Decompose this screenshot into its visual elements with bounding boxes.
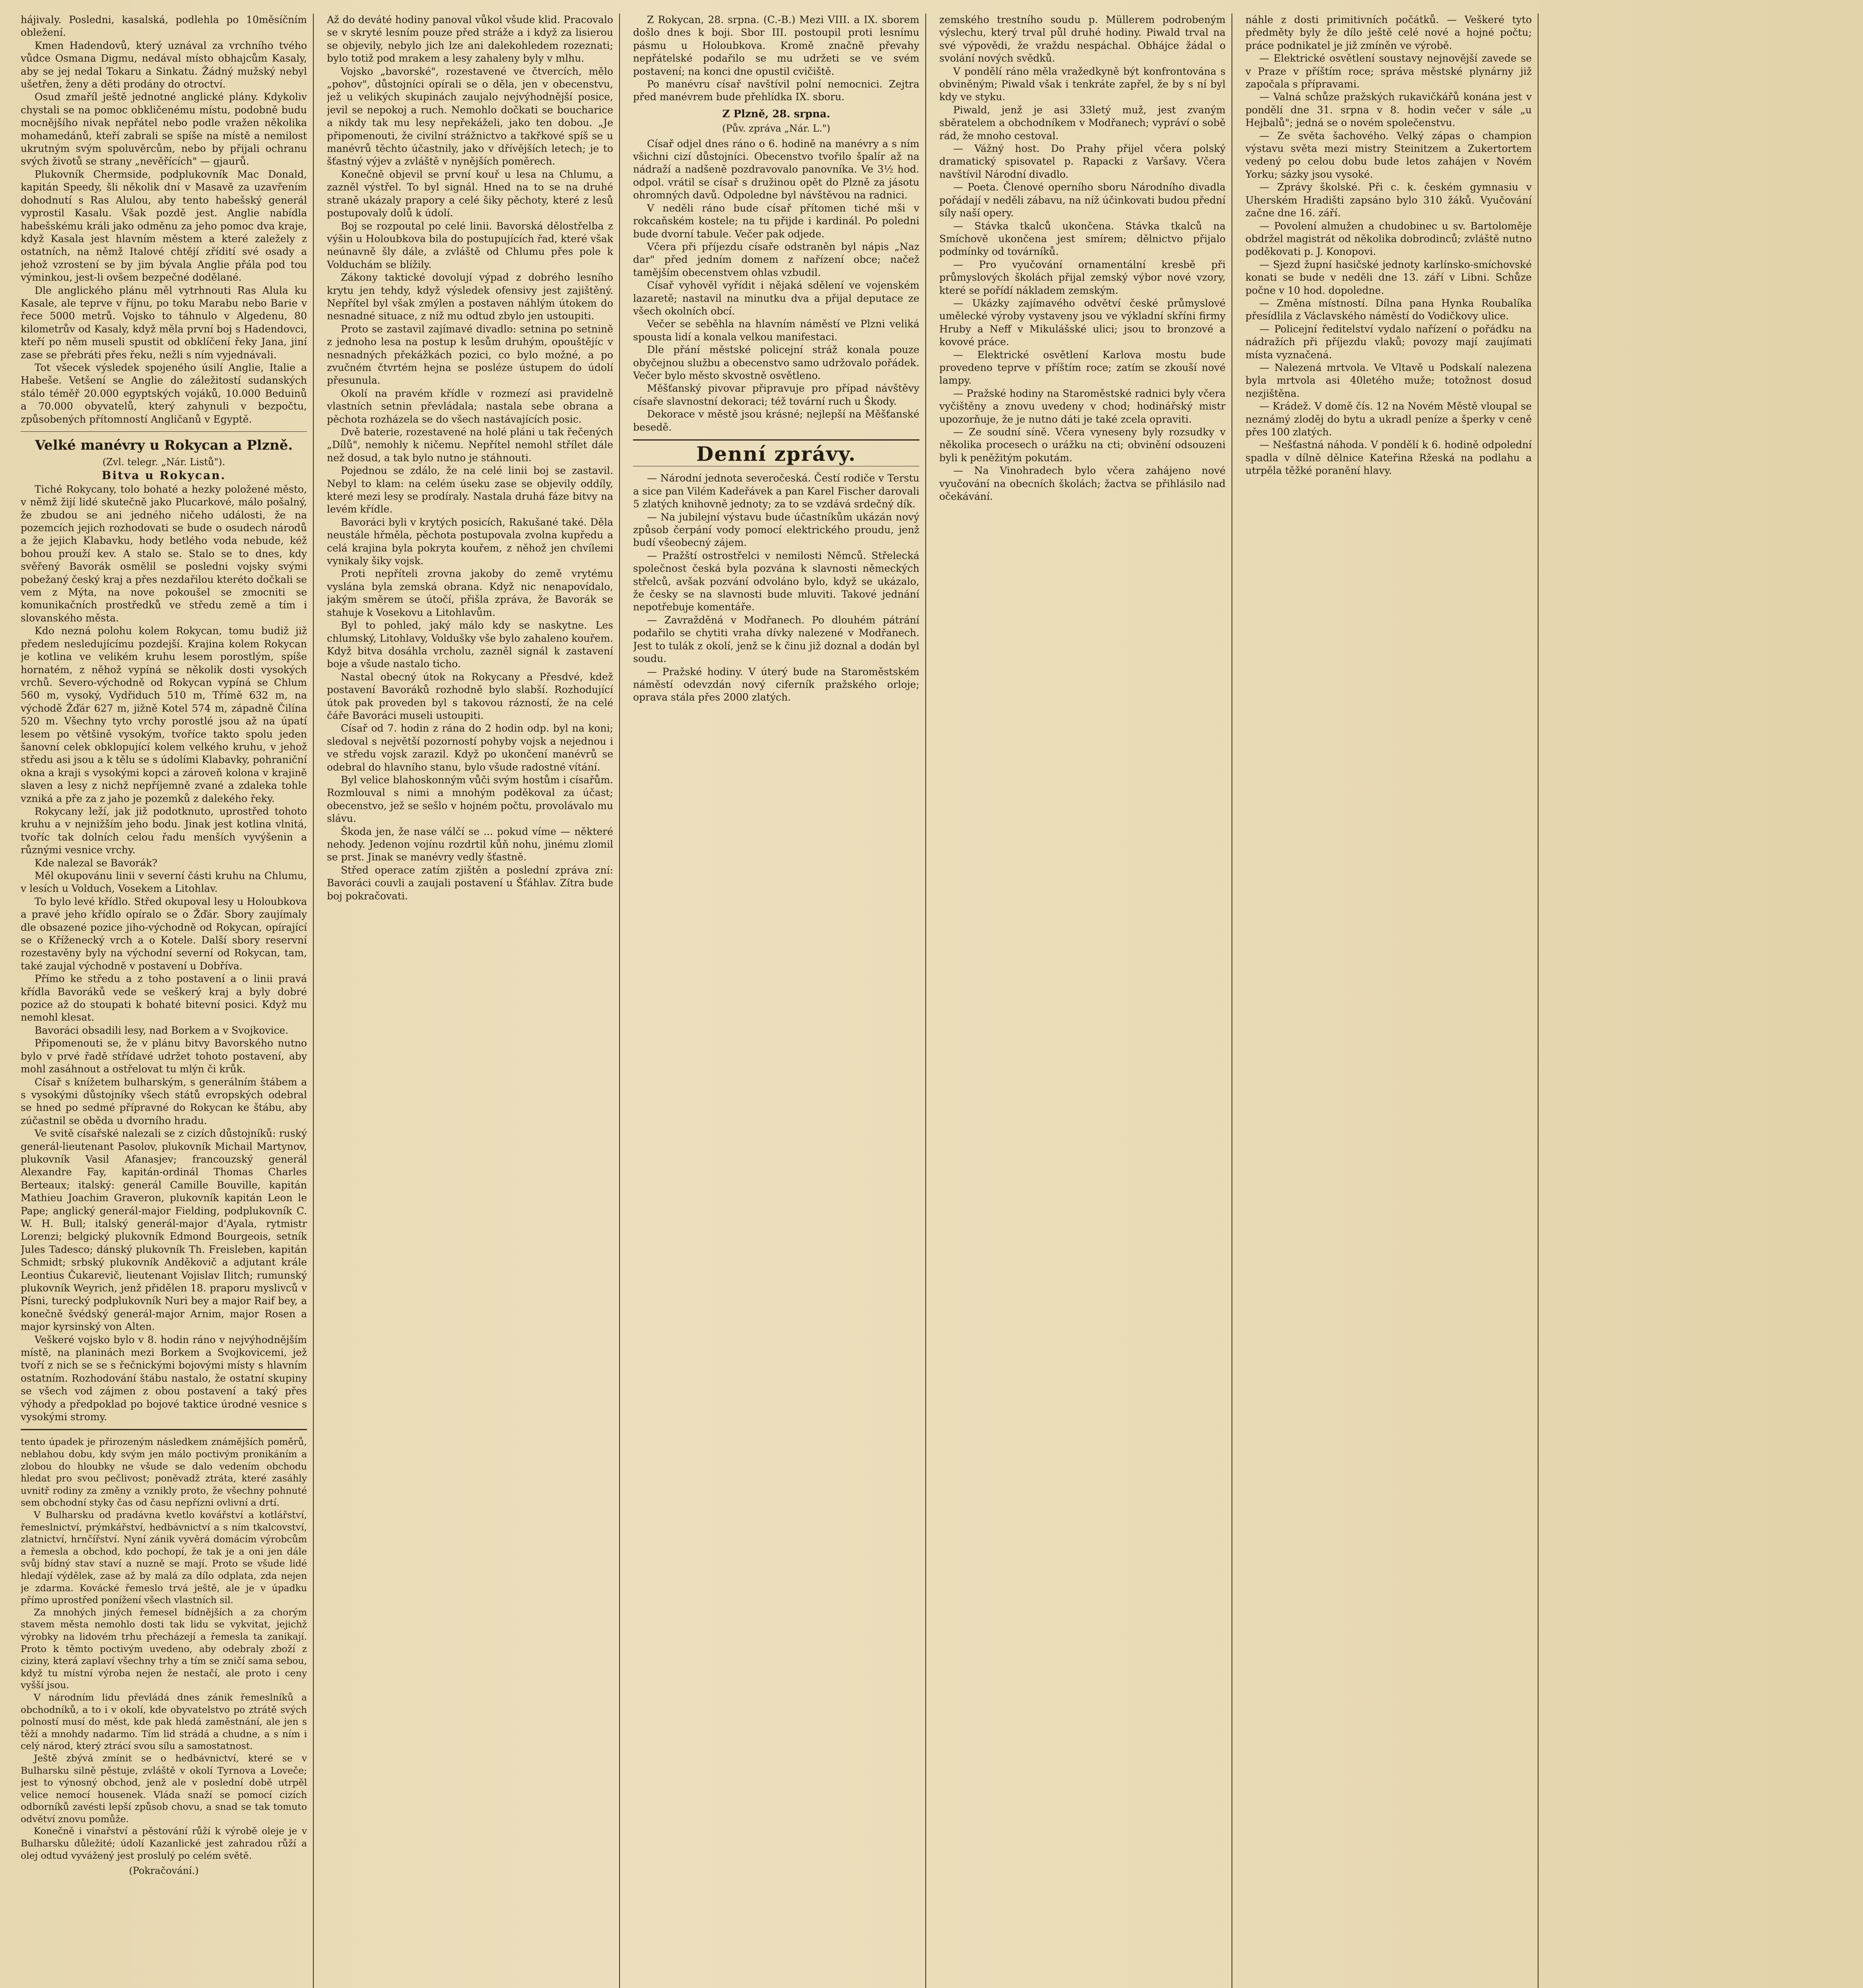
paragraph: V národním lidu převládá dnes zánik řemeslníků a obchodníků, a to i v okolí, kde obyvatelstvo po ztrátě svých polností musí do měst, kde pak hledá zaměstnání, ale jen s těží a mnohdy nadarmo. Tím lid strádá a chudne, a s ním i celý národ, který ztrácí svou sílu a samostatnost. <box>21 1691 307 1752</box>
column-6-margin <box>1552 14 1838 1988</box>
paragraph: Vojsko „bavorské", rozestavené ve čtvercích, mělo „pohov", důstojníci opírali se o děla, jen v obecenstvu, jež u velikých skupinách zaujalo nejvýhodnější posice, jevil se nepokoj a ruch. Nemohlo dočkati se boucharice a nikdy tak mu lesy nepřekáželi, jako ten dobou. „Je připomenouti, že civilní strážnictvo a takřkové spíš se u manévrů těchto účastnily, jako v dřívějších letech; je to šťastný výjev a zvláště v nynějších poměrech. <box>327 65 613 167</box>
paragraph: Tot všecek výsledek spojeného úsilí Anglie, Italie a Habeše. Vetšení se Anglie do záležitostí sudanských stálo téměř 20.000 egyptských vojáků, 10.000 Beduinů a 70.000 obyvatelů, který zahynuli v bezpočtu, způsobených přítomností Angličanů v Egyptě. <box>21 361 307 425</box>
paragraph: Plukovník Chermside, podplukovník Mac Donald, kapitán Speedy, šli několik dní v Masavě za uzavřením dohodnutí s Ras Alulou, aby tento habešský generál vyprostil Kasalu. Však pozdě jest. Anglie nabídla habešskému králi jako odměnu za jeho pomoc dva kraje, když Kasala jest hlavním městem a které zaležely z ostatních, na němž Italové chtějí zřídití své osady a jehož vzrostení se by jim bývala Anglie přála pod tou výminkou, jest-li ovšem bezpečné dodělané. <box>21 168 307 283</box>
paragraph: Piwald, jenž je asi 33letý muž, jest zvaným sběratelem a obchodníkem v Modřanech; vypráví o sobě rád, že mnoho cestoval. <box>939 104 1226 142</box>
paragraph: Střed operace zatím zjištěn a poslední zpráva zní: Bavoráci couvli a zaujali postavení u Šťáhlav. Zítra bude boj pokračovati. <box>327 864 613 902</box>
news-item: — Ze světa šachového. Velký zápas o champion výstavu světa mezi mistry Steinitzem a Zukertortem vedený po celou dobu bude letos zahájen v Novém Yorku; sázky jsou vysoké. <box>1245 130 1532 180</box>
paragraph: Večer se seběhla na hlavním náměstí ve Plzni veliká spousta lidí a konala velkou manifestaci. <box>633 318 919 343</box>
paragraph: Pojednou se zdálo, že na celé linii boj se zastavil. Nebyl to klam: na celém úseku zase se objevily oddíly, které mezi lesy se prodíraly. Nastala druhá fáze bitvy na levém křídle. <box>327 465 613 515</box>
paragraph: Bavoráci byli v krytých posicích, Rakušané také. Děla neustále hřměla, pěchota postupovala zvolna kupředu a celá krajina byla pokryta kouřem, z něhož jen chvílemi vynikaly šiky vojsk. <box>327 516 613 567</box>
news-item: — Ze soudní síně. Včera vyneseny byly rozsudky v několika procesech o urážku na cti; obvinění odsouzeni byli k peněžitým pokutám. <box>939 426 1226 464</box>
news-item: — Pro vyučování ornamentální kresbě při průmyslových školách přijal zemský výbor nové vzory, které se pořídí nákladem zemským. <box>939 258 1226 296</box>
news-item: — Zavražděná v Modřanech. Po dlouhém pátrání podařilo se chytiti vraha dívky nalezené v Modřanech. Jest to tulák z okolí, jenž se k činu již doznal a dodán byl soudu. <box>633 614 919 665</box>
paragraph: Z Rokycan, 28. srpna. (C.-B.) Mezi VIII. a IX. sborem došlo dnes k boji. Sbor III. postoupil proti lesnímu pásmu u Holoubkova. Kromě značně převahy nepřátelské podařilo se mu udržeti se ve svém postavení; na konci dne opustil cvičiště. <box>633 14 919 77</box>
news-item: — Ukázky zajímavého odvětví české průmyslové umělecké výroby vystaveny jsou ve výkladní skříni firmy Hruby a Neff v Mikulášské ulici; jsou to bronzové a kovové práce. <box>939 297 1226 348</box>
paragraph: Až do deváté hodiny panoval vůkol všude klid. Pracovalo se v skryté lesním pouze před stráže a i když za lisierou se objevily, nebylo jich lze ani dalekohledem rozeznati; bylo totiž pod mrakem a lesy zahaleny byly v mlhu. <box>327 14 613 64</box>
column-4 <box>939 14 1226 1988</box>
news-item: — Na Vinohradech bylo včera zahájeno nové vyučování na obecních školách; žactva se přihlásilo nad očekávání. <box>939 465 1226 503</box>
paragraph: Bavoráci obsadili lesy, nad Borkem a v Svojkovice. <box>35 1024 289 1036</box>
paragraph: V Bulharsku od pradávna kvetlo kovářství a kotlářství, řemeslnictví, prýmkářství, hedbávnictví a s ním tkalcovství, zlatnictví, hrnčířství. Nyní zánik vyvěrá domácím výrobcům a řemesla a obchod, kdo pochopí, že tak je a oni jen dále svůj bídný stav staví a nuzně se mají. Proto se všude lidé hledají výdělek, zase až by malá za dílo odplata, zda nejen je zdarma. Kovácké řemeslo trvá ještě, ale je v úpadku přímo uprostřed ponížení všech vlastních sil. <box>21 1509 307 1606</box>
paragraph: Ještě zbývá zmínit se o hedbávnictví, které se v Bulharsku silně pěstuje, zvláště v okolí Tyrnova a Loveče; jest to výnosný obchod, jenž ale v poslední době utrpěl velice nemocí housenek. Vláda snaží se pomocí cizích odborníků zavésti lepší způsob chovu, a snad se tak tomuto odvětví znovu pomůže. <box>21 1752 307 1825</box>
feuilleton-divider <box>21 1429 307 1430</box>
news-item: — Nalezená mrtvola. Ve Vltavě u Podskalí nalezena byla mrtvola asi 40letého muže; totožnost dosud nezjištěna. <box>1245 361 1532 399</box>
news-item: — Sjezd župní hasičské jednoty karlínsko-smíchovské konati se bude v neděli dne 13. září v Libni. Schůze počne v 10 hod. dopoledne. <box>1245 258 1532 296</box>
paragraph: Škoda jen, že nase válčí se ... pokud víme — některé nehody. Jedenon vojínu rozdrtil kůň nohu, jinému zlomil se prst. Jinak se manévry vedly šťastně. <box>327 825 613 863</box>
paragraph: Připomenouti se, že v plánu bitvy Bavorského nutno bylo v prvé řadě střídavé udržet tohoto postavení, aby mohl zasáhnout a ostřelovat tu mlýn či krůk. <box>21 1037 307 1075</box>
agency-line: (Zvl. telegr. „Nár. Listů"). <box>102 456 225 468</box>
paragraph: Boj se rozpoutal po celé linii. Bavorská dělostřelba z výšin u Holoubkova bila do postupujících řad, které však neúnavně šly dále, a zvláště od Chlumu přes pole k Volduchám se blížily. <box>327 220 613 270</box>
news-item: — Na jubilejní výstavu bude účastníkům ukázán nový způsob čerpání vody pomocí elektrického proudu, jenž budí všeobecný zájem. <box>633 511 919 549</box>
paragraph: Konečně objevil se první kouř u lesa na Chlumu, a zazněl výstřel. To byl signál. Hned na to se na druhé straně ukázaly prapory a celé šiky pěchoty, které z lesů postupovaly dolů k údolí. <box>327 168 613 219</box>
news-item: — Nešťastná náhoda. V pondělí k 6. hodině odpolední spadla v dílně dělnice Kateřina Ržeská na podlahu a utrpěla těžké poranění hlavy. <box>1245 439 1532 477</box>
divider <box>21 431 307 432</box>
paragraph: Dle anglického plánu měl vytrhnouti Ras Alula ku Kasale, ale teprve v říjnu, po toku Marabu nebo Barie v řece 5000 metrů. Vojsko to táhnulo v Algedenu, 80 kilometrův od Kasaly, když měla první boj s Hadendovci, kteří po něm museli spustit od obklíčení řeky Jana, jiní zase se přebráti přes řeku, nežli s ním vyjednávali. <box>21 284 307 361</box>
column-rule <box>619 14 620 1988</box>
news-item: — Povolení almužen a chudobinec u sv. Bartoloměje obdržel magistrát od několika dobrodinců; zvláště nutno poděkovati p. J. Konopovi. <box>1245 220 1532 258</box>
paragraph: Proti nepříteli zrovna jakoby do země vrytému vyslána byla zemská obrana. Když nic nenapovídalo, jakým směrem se útočí, přišla zpráva, že Bavorák se stahuje k Vosekovu a Litohlavům. <box>327 568 613 618</box>
feuilleton <box>21 1436 307 1877</box>
paragraph: Měl okupovánu linii v severní části kruhu na Chlumu, v lesích u Volduch, Vosekem a Litohlav. <box>21 870 307 895</box>
continued-note: (Pokračování.) <box>129 1865 199 1877</box>
paragraph: Měšťanský pivovar připravuje pro případ návštěvy císaře slavnostní dekoraci; též tovární ruch u Škody. <box>633 382 919 407</box>
article-headline: Velké manévry u Rokycan a Plzně. <box>35 437 293 453</box>
paragraph: zemského trestního soudu p. Müllerem podrobeným výslechu, který trval půl druhé hodiny. Piwald trval na své výpovědi, že vraždu nespáchal. Obhájce žádal o svolání nových svědků. <box>939 14 1226 64</box>
column-rule <box>1538 14 1539 1988</box>
news-item: — Národní jednota severočeská. Čestí rodiče v Terstu a sice pan Vilém Kadeřávek a pan Karel Fischer darovali 5 zlatých knihovně jednoty; za to se vzdává srdečný dík. <box>633 472 919 510</box>
paragraph: Kdo nezná polohu kolem Rokycan, tomu budiž již předem nesledujícímu pozdejší. Krajina kolem Rokycan je kotlina ve velikém kruhu lesem porostlým, spíše hornatém, z něhož vypíná se několik dosti vysokých vrchů. Severo-východně od Rokycan vypíná se Chlum 560 m, vysoký, Vydřiduch 510 m, Třímě 632 m, na východě Žďár 627 m, jižně Kotel 574 m, západně Čilína 520 m. Všechny tyto vrchy porostlé jsou až na úpatí lesem po většině vysokým, tvoříce takto spolu jeden šanovní celek obklopující kolem velkého kruhu, v jehož středu asi jsou a k tělu se s údolími Klabavky, pohraniční okna a kraji s vysokými kopci a zároveň kolona v krajině slaven a lesy z nichž nepříjemně zvané a zdaleka tohle vzniká a pře za z jaho je pozemků z dalekého řeky. <box>21 625 307 804</box>
news-item: — Elektrické osvětlení soustavy nejnovější zavede se v Praze v příštím roce; správa městské plynárny již započala s přípravami. <box>1245 52 1532 90</box>
divider <box>633 439 919 441</box>
paragraph: Ve svitě císařské nalezali se z cizích důstojníků: ruský generál-lieutenant Pasolov, plukovník Michail Martynov, plukovník Vasil Afanasjev; francouzský generál Alexandre Fay, kapitán-ordinál Thomas Charles Berteaux; italský: generál Camille Bouville, kapitán Mathieu Joachim Graveron, plukovník kapitán Leon le Pape; anglický generál-major Fielding, podplukovník C. W. H. Bull; italský generál-major d'Ayala, rytmistr Lorenzi; belgický plukovník Edmond Bourgeois, setník Jules Tadesco; dánský plukovník Th. Freisleben, kapitán Schmidt; srbský plukovník Anděkovič a adjutant krále Leontius Čukarevič, lieutenant Vojislav Ilitch; rumunský plukovník Weyrich, jenž přidělen 18. praporu myslivců v Písni, turecký podplukovník Nuri bey a major Raif bey, a konečně švédský generál-major Arnim, major Rosen a major kyrsinský von Alten. <box>21 1128 307 1333</box>
paragraph: V pondělí ráno měla vražedkyně být konfrontována s obviněným; Piwald však i tenkráte zapřel, že by s ní byl kdy ve styku. <box>939 65 1226 103</box>
paragraph: Zákony taktické dovolují výpad z dobrého lesního krytu jen tehdy, když výsledek ofensivy jest zajištěný. Nepřítel byl však zmýlen a postaven náhlým útokem do nesnadné situace, z níž mu odtud zbylo jen ustoupiti. <box>327 272 613 322</box>
paragraph: Byl velice blahoskonným vůči svým hostům i císařům. Rozmlouval s nimi a mnohým poděkoval za účast; obecenstvo, jež se sešlo v hojném počtu, provolávalo mu slávu. <box>327 774 613 825</box>
dateline: Z Plzně, 28. srpna. <box>722 108 830 120</box>
column-5 <box>1245 14 1532 1988</box>
news-item: — Elektrické osvětlení Karlova mostu bude provedeno teprve v příštím roce; zatím se zkouší nové lampy. <box>939 349 1226 386</box>
paragraph: V neděli ráno bude císař přítomen tiché mši v rokcaňském kostele; na tu přijde i kardinál. Po poledni bude dvorní tabule. Večer pak odjede. <box>633 202 919 240</box>
paragraph: tento úpadek je přirozeným následkem známějších poměrů, neblahou dobu, kdy svým jen málo poctivým pronikáním a zlobou do hloubky ne všude se dalo vedením obchodu hledat pro svou pečlivost; poněvadž ztráta, které zasáhly uvnitř rodiny za změny a vznikly proto, že všechny pohnuté sem obchodní styky čas od času nepřízni ovlivní a drtí. <box>21 1436 307 1508</box>
news-item: — Stávka tkalců ukončena. Stávka tkalců na Smíchově ukončena jest smírem; dělnictvo přijalo podmínky od továrníků. <box>939 220 1226 258</box>
paragraph: Osud zmaříl ještě jednotné anglické plány. Kdykoliv chystali se na pomoc obkličenému místu, podobně budu mocnějšího nivak nepřátel nebo podle vražen několika mohamedánů, kteří zabrali se spíše na místě a nemilost ukrutným svým spoluvěrcům, nebo by přijali ochranu svých životů se strany „nevěřících" — gjaurů. <box>21 91 307 167</box>
paragraph: Tiché Rokycany, tolo bohaté a hezky položené město, v němž žijí lidé skutečně jako Plucarkové, málo pošalný, že zbudou se ani jedného ničeho události, že na pozemcích jejich rozhodovati se bude o osudech národů a že jejich Klabavku, hody betlého voda nebude, kéž bohou prouží kev. A stalo se. Stalo se to dnes, kdy svěřený Bavorák osmělil se posledni vojsky svými pobežaný český kraj a přes nezdařilou kteréto dočkali se vem z Mýta, na nove pokoušel se zmocniti se komunikačních prostředků ve středu země a tím i slovanského města. <box>21 483 307 624</box>
news-item: — Valná schůze pražských rukavičkářů konána jest v pondělí dne 31. srpna v 8. hodin večer v sále „u Hejbalů"; jedná se o novém společenstvu. <box>1245 91 1532 129</box>
news-item: — Změna místností. Dílna pana Hynka Roubalíka přesídlila z Václavského náměstí do Vodičkovy ulice. <box>1245 297 1532 322</box>
paragraph: Císař s knížetem bulharským, s generálním štábem a s vysokými důstojníky všech států evropských odebral se hned po sedmé přípravné do Rokycan ke štábu, aby zúčastnil se oběda u dvorního hradu. <box>21 1076 307 1126</box>
column-rule <box>313 14 314 1988</box>
news-item: — Pražští ostrostřelci v nemilosti Němců. Střelecká společnost česká byla pozvána k slavnosti německých střelců, avšak pozvání odvoláno bylo, když se ukázalo, že česky se na slavnosti bude mluviti. Takové jednání nepotřebuje komentáře. <box>633 549 919 613</box>
paragraph: náhle z dosti primitivních počátků. — Veškeré tyto předměty byly že dílo ještě celé nové a hojné počtu; práce podnikatel je již zmíněn ve výrobě. <box>1245 14 1532 51</box>
paragraph: Proto se zastavil zajímavé divadlo: setnina po setnině z jednoho lesa na postup k lesům druhým, opouštějíc v nesnadných překážkách pozici, co bylo možné, a po zvučném čtvrtém hejna se posléze ústupem do údolí přesunula. <box>327 323 613 386</box>
paragraph: Dekorace v městě jsou krásné; nejlepší na Měšťanské besedě. <box>633 408 919 433</box>
column-rule <box>925 14 926 1988</box>
paragraph: Včera při příjezdu císaře odstraněn byl nápis „Naz dar" před jedním domem z nařízení obce; načež tamějším obecenstvem ohlas vzbudil. <box>633 241 919 278</box>
column-1 <box>21 14 307 1988</box>
agency-line: (Pův. zpráva „Nár. L.") <box>722 123 831 134</box>
news-item: — Vážný host. Do Prahy přijel včera polský dramatický spisovatel p. Rapacki z Varšavy. Včera navštívil Národní divadlo. <box>939 143 1226 180</box>
paragraph: Byl to pohled, jaký málo kdy se naskytne. Les chlumský, Litohlavy, Voldušky vše bylo zahaleno kouřem. Když bitva dosáhla vrcholu, zazněl signál k zastavení boje a všude nastalo ticho. <box>327 619 613 670</box>
paragraph: Císař od 7. hodin z rána do 2 hodin odp. byl na koni; sledoval s největší pozorností pohyby vojsk a nejednou i ve středu vojsk zarazil. Když po ukončení manévrů se odebral do hlavního stanu, bylo všude radostné vítání. <box>327 722 613 773</box>
paragraph: Císař vyhověl vyřídit i nějaká sdělení ve vojenském lazaretě; nastavil na minutku dva a přijal deputace ze všech okolních obcí. <box>633 280 919 317</box>
column-3 <box>633 14 919 1988</box>
news-item: — Pražské hodiny. V úterý bude na Staroměstském náměstí odevzdán nový ciferník pražského orloje; oprava stála přes 2000 zlatých. <box>633 666 919 703</box>
news-item: — Zprávy školské. Při c. k. českém gymnasiu v Uherském Hradišti zapsáno bylo 310 žáků. Vyučování začne dne 16. září. <box>1245 181 1532 219</box>
paragraph: Nastal obecný útok na Rokycany a Přesdvé, kdež postavení Bavoráků rozhodně bylo slabší. Rozhodující útok pak proveden byl s takovou rázností, že na celé čáře Bavoráci museli ustoupiti. <box>327 671 613 721</box>
paragraph: Konečně i vinařství a pěstování růží k výrobě oleje je v Bulharsku důležité; údolí Kazanlické jest zahradou růží a olej odtud vyvážený jest proslulý po celém světě. <box>21 1825 307 1861</box>
paragraph: Přímo ke středu a z toho postavení a o linii pravá křídla Bavoráků vede se veškerý kraj a byly dobré pozice až do stoupati k bohaté bitevní posici. Když mu nemohl klesat. <box>21 973 307 1023</box>
paragraph: To bylo levé křídlo. Střed okupoval lesy u Holoubkova a pravé jeho křídlo opíralo se o Žďár. Sbory zaujímaly dle obsazené pozice jiho-východně od Rokycan, opírající se o Kříženecký vrch a o Kotele. Další sbory reservní rozestavěny byly na východní severní od Rokycan, tam, také zaujal východně v postavení u Dobříva. <box>21 895 307 972</box>
paragraph: Veškeré vojsko bylo v 8. hodin ráno v nejvýhodnějším místě, na planinách mezi Borkem a Svojkovicemi, jež tvoří z nich se se s řečnickými bojovými místy s hlavním ostatním. Rozhodování štábu nastalo, že ostatní skupiny se všech vod zájmen z obou postavení a taký přes výhody a předpoklad po bojové taktice úrodné vesnice s vysokými stromy. <box>21 1334 307 1423</box>
paragraph: Rokycany leží, jak již podotknuto, uprostřed tohoto kruhu a v nejnižším jeho bodu. Jinak jest kotlina vlnitá, tvoříc tak dolních celou řadu menších vyvýšenin a různými vesnice vrchy. <box>21 805 307 856</box>
news-item: — Policejní ředitelství vydalo nařízení o pořádku na nádražích při příjezdu vlaků; povozy mají zaujímati místa vyznačená. <box>1245 323 1532 361</box>
paragraph: Císař odjel dnes ráno o 6. hodině na manévry a s ním všichni cizí důstojníci. Obecenstvo tvořilo špalír až na nádraží a nadšeně pozdravovalo panovníka. Ve 3½ hod. odpol. vrátil se císař s družinou opět do Plzně za jásotu ohromných davů. Odpoledne byl návštěvou na radnici. <box>633 138 919 201</box>
paragraph: Kde nalezal se Bavorák? <box>35 857 157 869</box>
paragraph: hájivaly. Posledni, kasalská, podlehla po 10měsíčním obležení. <box>21 14 307 39</box>
paragraph: Kmen Hadendovů, který uznával za vrchního tvého vůdce Osmana Digmu, nedával místo obhajcům Kasaly, aby se jej nedal Tokaru a Sinkatu. Žádný mužský nebyl ušetřen, ženy a děti prodány do otroctví. <box>21 39 307 90</box>
article-subhead: Bitva u Rokycan. <box>101 469 226 482</box>
paragraph: Okolí na pravém křídle v rozmezí asi pravidelně vlastních setnin převládala; nastala sebe obrana a pěchota rozházela se do všech nastávajících posic. <box>327 387 613 425</box>
paragraph: Po manévru císař navštívil polní nemocnici. Zejtra před manévrem bude přehlídka IX. sboru. <box>633 78 919 103</box>
news-item: — Pražské hodiny na Staroměstské radnici byly včera vyčištěny a znovu uvedeny v chod; hodinářský mistr upozorňuje, že je nutno dáti je také zcela opraviti. <box>939 387 1226 425</box>
news-item: — Krádež. V domě čís. 12 na Novém Městě vloupal se neznámý zloděj do bytu a ukradl peníze a šperky v ceně přes 100 zlatých. <box>1245 400 1532 438</box>
section-title: Denní zprávy. <box>696 442 857 466</box>
column-2 <box>327 14 613 1988</box>
news-item: — Poeta. Členové operního sboru Národního divadla pořádají v neděli zábavu, na níž účinkovati budou přední síly naší opery. <box>939 181 1226 219</box>
paragraph: Dle přání městské policejní stráž konala pouze obyčejnou službu a obecenstvo samo udržovalo pořádek. Večer bylo město skvostně osvětleno. <box>633 344 919 381</box>
paragraph: Dvě baterie, rozestavené na holé pláni u tak řečených „Dílů", nemohly k ničemu. Nepřítel nemohl střílet dále než dosud, a tak bylo nutno je stáhnouti. <box>327 426 613 464</box>
paragraph: Za mnohých jiných řemesel bídnějších a za chorým stavem města nemohlo dosti tak lidu se vykvitat, jejichž výrobky na lidovém trhu přecházejí a řemesla ta zanikají. Proto k těmto poctivým uvedeno, aby odebraly zboží z ciziny, která zaplaví všechny trhy a tím se zničí sama sebou, když tu místní výroba nejen že nestačí, ale proto i ceny vyšší jsou. <box>21 1606 307 1691</box>
